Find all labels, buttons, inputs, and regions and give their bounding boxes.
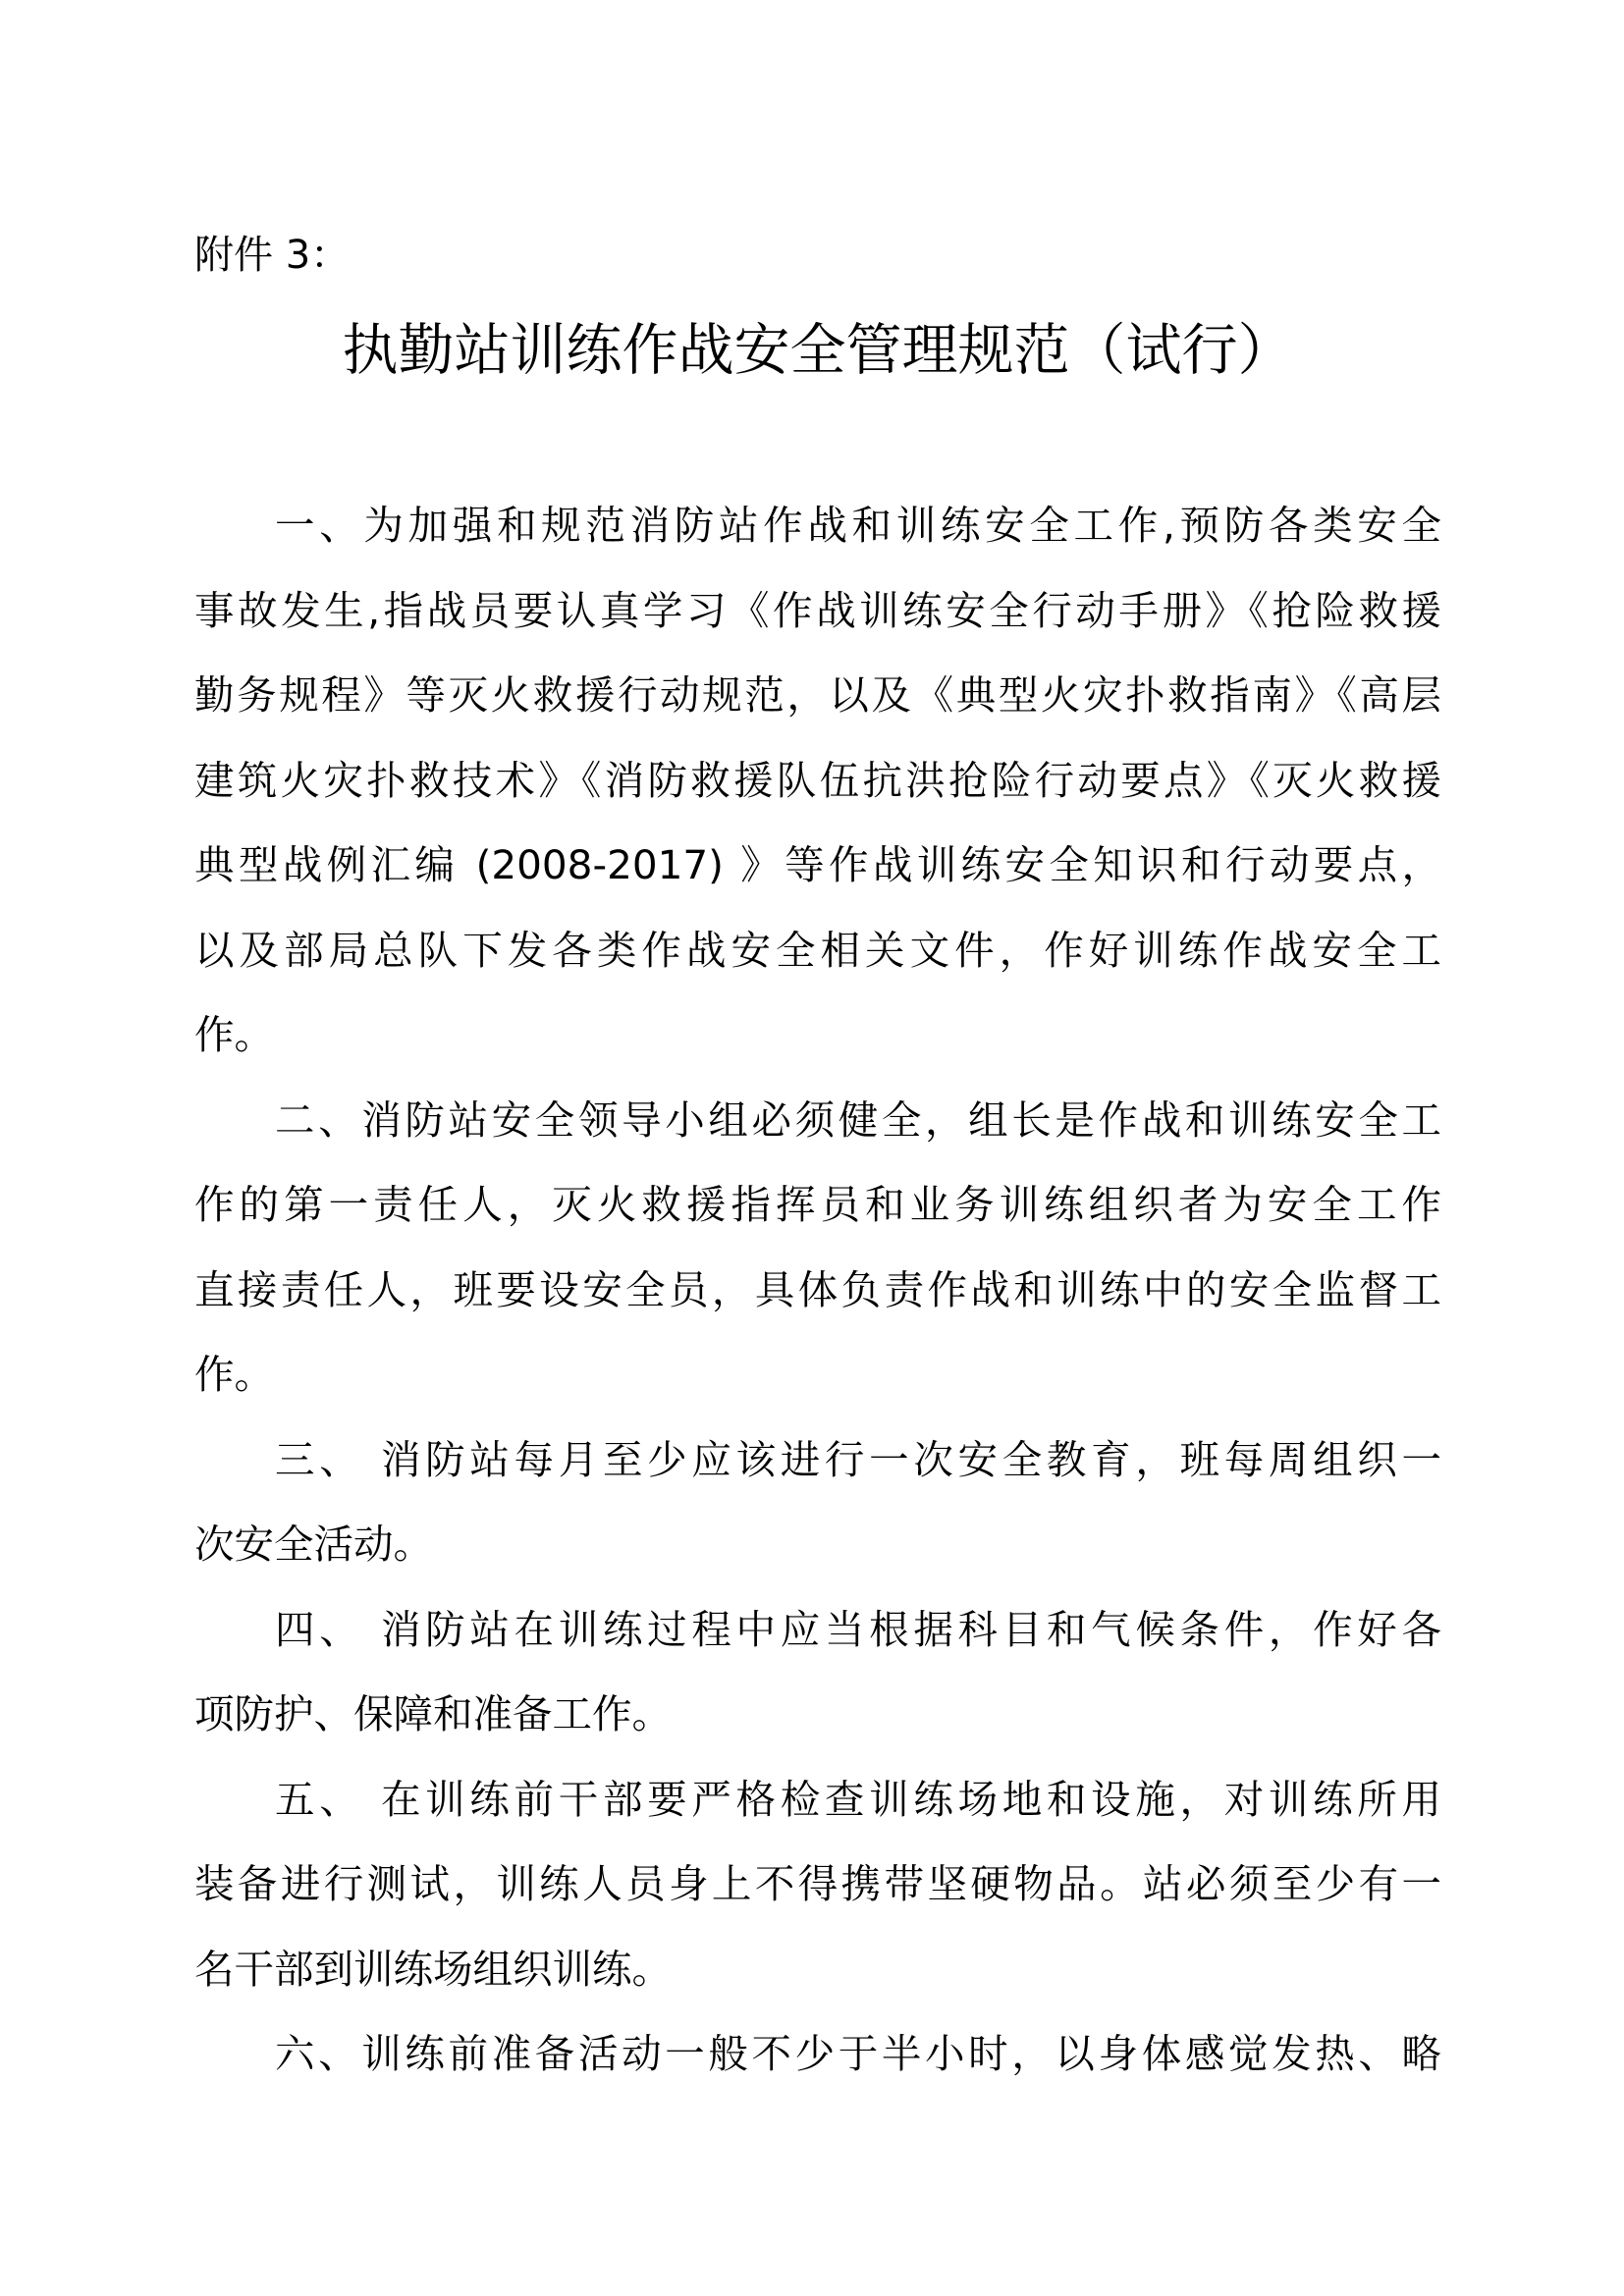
paragraph-line: 勤务规程》等灭火救援行动规范，以及《典型火灾扑救指南》《高层 xyxy=(194,671,1441,719)
paragraph-1 xyxy=(194,483,1441,1078)
paragraph-line: 作的第一责任人，灭火救援指挥员和业务训练组织者为安全工作 xyxy=(194,1181,1441,1228)
paragraph-5 xyxy=(194,1757,1441,2012)
paragraph-line: 装备进行测试，训练人员身上不得携带坚硬物品。站必须至少有一 xyxy=(194,1860,1441,1907)
paragraph-line: 项防护、保障和准备工作。 xyxy=(194,1690,672,1737)
paragraph-line: 二、消防站安全领导小组必须健全，组长是作战和训练安全工 xyxy=(275,1095,1441,1144)
paragraph-line: 以及部局总队下发各类作战安全相关文件，作好训练作战安全工 xyxy=(194,926,1441,974)
paragraph-line: 六、训练前准备活动一般不少于半小时，以身体感觉发热、略 xyxy=(275,2030,1441,2077)
paragraph-line: 事故发生,指战员要认真学习《作战训练安全行动手册》《抢险救援 xyxy=(194,586,1441,634)
paragraph-6 xyxy=(194,2011,1441,2097)
paragraph-line: 作。 xyxy=(194,1351,274,1398)
paragraph-line: 次安全活动。 xyxy=(194,1521,433,1568)
document-body xyxy=(194,483,1441,2097)
paragraph-line: 建筑火灾扑救技术》《消防救援队伍抗洪抢险行动要点》《灭火救援 xyxy=(194,756,1441,804)
attachment-label: 附件 3： xyxy=(194,233,351,278)
paragraph-line: 名干部到训练场组织训练。 xyxy=(194,1945,672,1993)
paragraph-2 xyxy=(194,1078,1441,1417)
paragraph-line: 一、为加强和规范消防站作战和训练安全工作,预防各类安全 xyxy=(275,502,1441,549)
paragraph-4 xyxy=(194,1587,1441,1757)
paragraph-line: 五、 在训练前干部要严格检查训练场地和设施，对训练所用 xyxy=(275,1775,1441,1823)
paragraph-line: 典型战例汇编 (2008-2017) 》等作战训练安全知识和行动要点， xyxy=(194,841,1441,888)
paragraph-line: 三、 消防站每月至少应该进行一次安全教育，班每周组织一 xyxy=(275,1435,1441,1483)
paragraph-3 xyxy=(194,1417,1441,1587)
paragraph-line: 作。 xyxy=(194,1011,274,1058)
document-title: 执勤站训练作战安全管理规范（试行） xyxy=(342,318,1294,383)
paragraph-line: 直接责任人，班要设安全员，具体负责作战和训练中的安全监督工 xyxy=(194,1265,1441,1313)
paragraph-line: 四、 消防站在训练过程中应当根据科目和气候条件，作好各 xyxy=(275,1605,1441,1653)
